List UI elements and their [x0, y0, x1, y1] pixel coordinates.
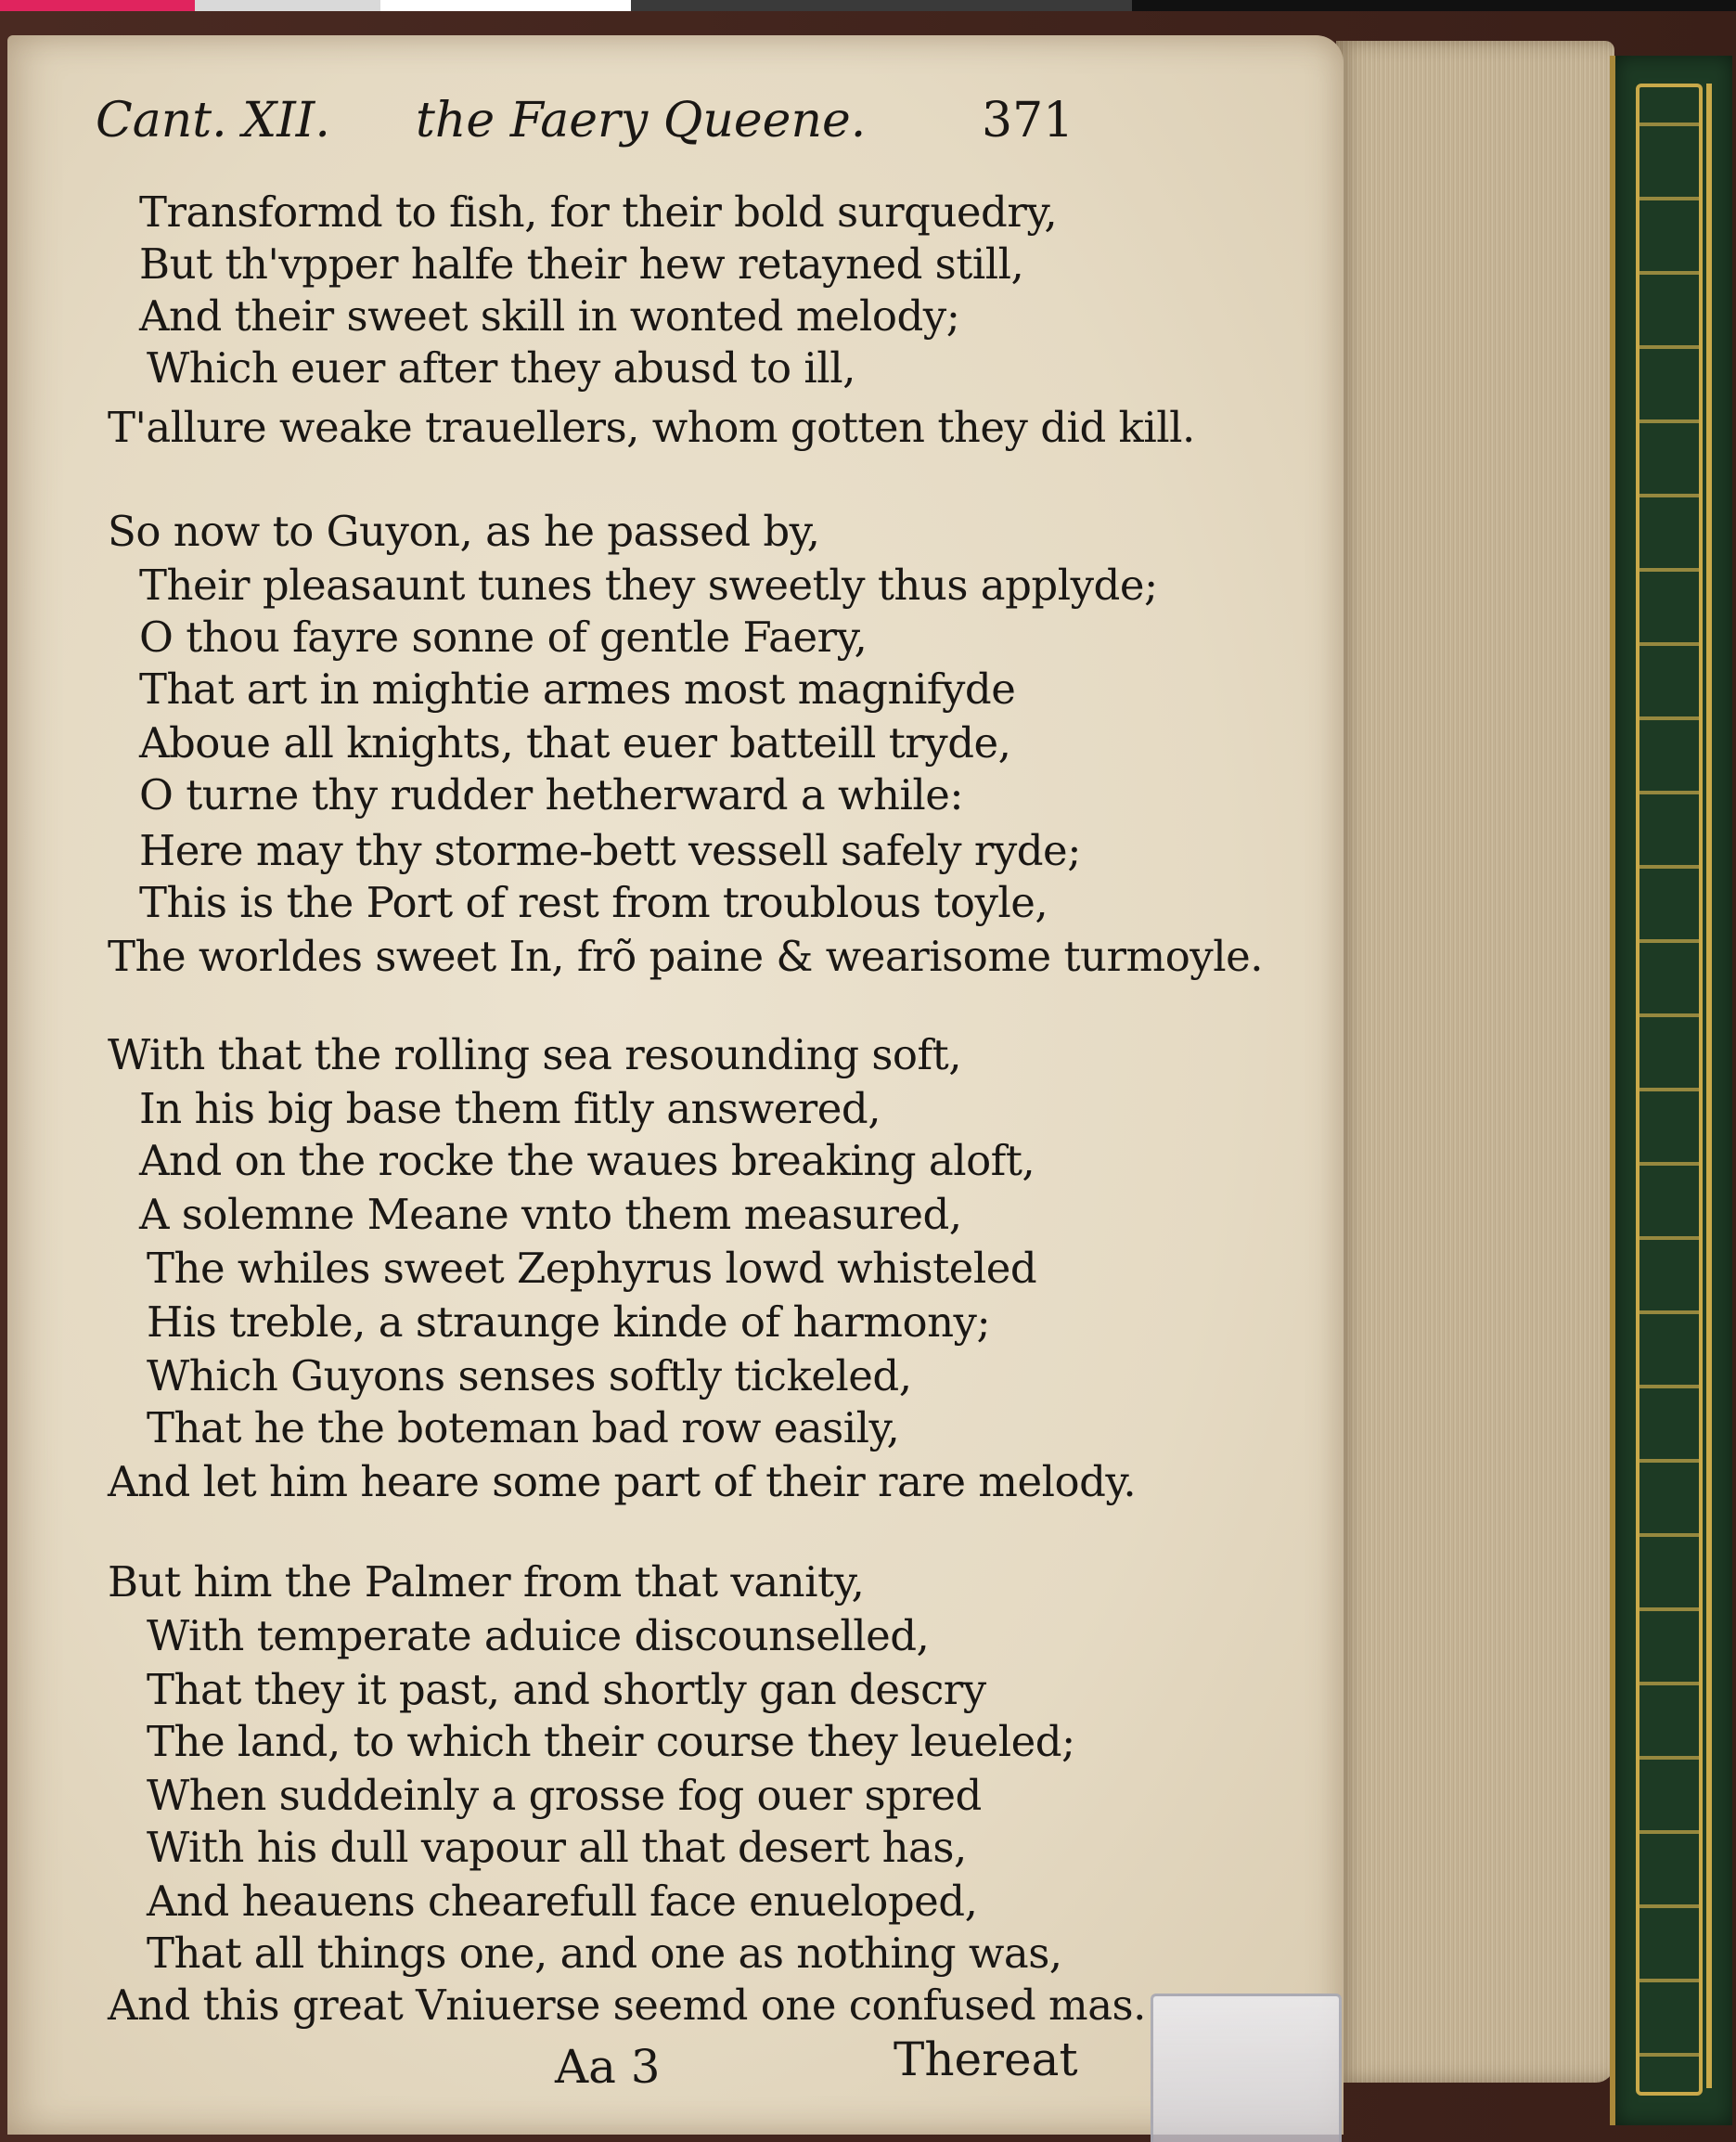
verse-line: That they it past, and shortly gan descry — [147, 1665, 986, 1714]
verse-line: The worldes sweet In, frõ paine & wearisome turmoyle. — [108, 932, 1264, 981]
verse-line: That he the boteman bad row easily, — [147, 1403, 900, 1452]
verse-line: But th'vpper halfe their hew retayned still, — [139, 239, 1024, 289]
header-canto: Cant. XII. — [96, 93, 330, 148]
text-block — [7, 35, 1344, 2135]
verse-line: That art in mightie armes most magnifyde — [139, 665, 1016, 714]
verse-line: The whiles sweet Zephyrus lowd whisteled — [147, 1244, 1037, 1293]
verse-line: With that the rolling sea resounding soft, — [108, 1030, 962, 1079]
verse-line: That all things one, and one as nothing was, — [147, 1929, 1062, 1978]
verse-line: With temperate aduice discounselled, — [147, 1611, 930, 1660]
verse-line: And this great Vniuerse seemd one confused mas. — [108, 1981, 1146, 2030]
catchword: Thereat — [894, 2032, 1078, 2086]
verse-line: With his dull vapour all that desert has, — [147, 1823, 967, 1872]
verse-line: But him the Palmer from that vanity, — [108, 1557, 865, 1606]
verse-line: Aboue all knights, that euer batteill tryde, — [139, 718, 1011, 768]
page-footer — [7, 2032, 1344, 2105]
page-fore-edge — [1336, 41, 1614, 2083]
verse-line: And on the rocke the waues breaking aloft, — [139, 1136, 1035, 1185]
verse-line: Which Guyons senses softly tickeled, — [147, 1351, 912, 1400]
verse-line: T'allure weake trauellers, whom gotten they did kill. — [108, 403, 1195, 452]
color-swatch-magenta — [0, 0, 195, 11]
color-calibration-strip — [0, 0, 1736, 11]
verse-line: His treble, a straunge kinde of harmony; — [147, 1297, 991, 1347]
verse-line: When suddeinly a grosse fog ouer spred — [147, 1771, 982, 1820]
verse-line: O thou fayre sonne of gentle Faery, — [139, 613, 868, 662]
book-page — [7, 35, 1344, 2135]
header-title: the Faery Queene. — [416, 93, 867, 148]
running-header — [7, 93, 1344, 176]
verse-line: Transformd to fish, for their bold surquedry, — [139, 187, 1058, 237]
verse-line: And let him heare some part of their rare melody. — [108, 1457, 1137, 1506]
color-swatch-dark — [631, 0, 1132, 11]
verse-line: And heauens chearefull face enueloped, — [147, 1877, 978, 1926]
signature-mark: Aa 3 — [555, 2040, 661, 2094]
color-swatch-gray — [195, 0, 380, 11]
gilt-border-ornament — [1636, 84, 1703, 2096]
verse-line: And their sweet skill in wonted melody; — [139, 291, 960, 341]
verse-line: Their pleasaunt tunes they sweetly thus applyde; — [139, 561, 1158, 610]
page-holder-clip — [1151, 1994, 1342, 2142]
verse-line: Which euer after they abusd to ill, — [147, 343, 855, 393]
book-cover-edge — [1610, 56, 1732, 2125]
verse-line: In his big base them fitly answered, — [139, 1084, 881, 1133]
verse-line: O turne thy rudder hetherward a while: — [139, 770, 964, 819]
verse-line: This is the Port of rest from troublous toyle, — [139, 878, 1048, 927]
verse-line: The land, to which their course they leueled; — [147, 1717, 1075, 1766]
verse-line: So now to Guyon, as he passed by, — [108, 507, 820, 556]
color-swatch-white — [380, 0, 631, 11]
verse-line: Here may thy storme-bett vessell safely ryde; — [139, 826, 1081, 875]
page-number: 371 — [982, 93, 1074, 148]
gilt-rule — [1706, 84, 1712, 2088]
verse-line: A solemne Meane vnto them measured, — [139, 1190, 962, 1239]
